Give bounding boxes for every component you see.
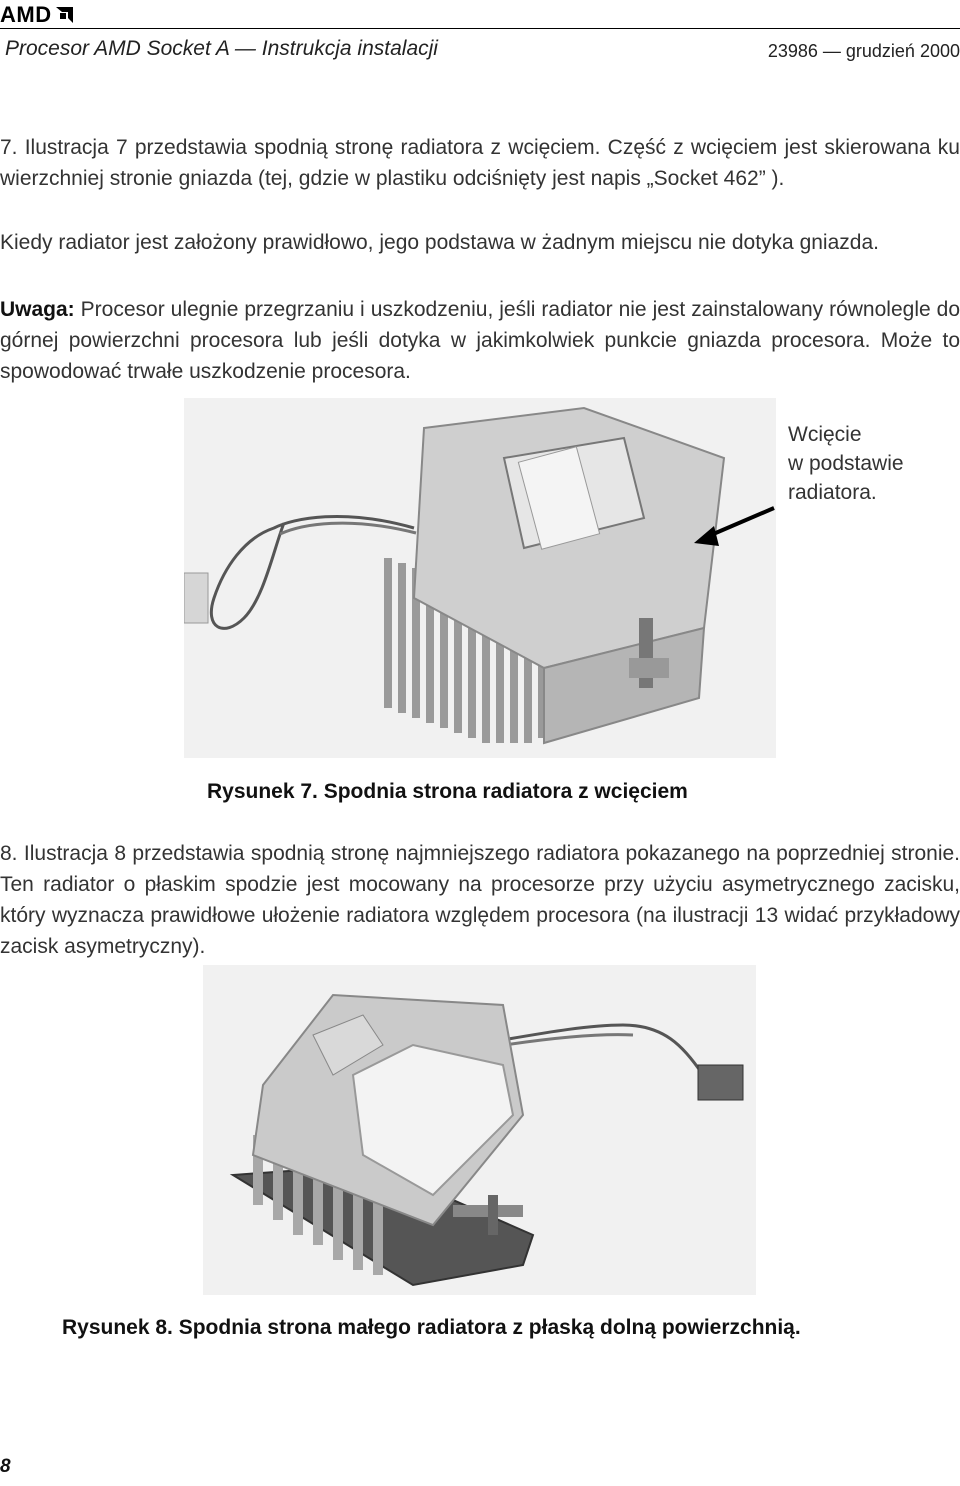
figure-7-photo <box>184 398 776 758</box>
header-rule <box>0 28 960 29</box>
callout-line-3: radiatora. <box>788 481 877 504</box>
figure-7-caption: Rysunek 7. Spodnia strona radiatora z wcięciem <box>207 780 688 803</box>
warning-text: Procesor ulegnie przegrzaniu i uszkodzeniu, jeśli radiator nie jest zainstalowany równolegle do górnej powierzchni procesora lub jeśli dotyka w jakimkolwiek punkcie gniazda procesora. Może to spowodować trwałe uszkodzenie procesora. <box>0 298 960 383</box>
step-7-paragraph: 7. Ilustracja 7 przedstawia spodnią stronę radiatora z wcięciem. Część z wcięciem jest skierowana ku wierzchniej stronie gniazda (tej, gdzie w plastiku odciśnięty jest napis „Socket 462” ). <box>0 136 960 190</box>
logo-text: AMD <box>0 2 52 27</box>
document-title: Procesor AMD Socket A — Instrukcja instalacji <box>5 37 438 60</box>
warning-label: Uwaga: <box>0 298 75 321</box>
small-heatsink-flat-base-illustration <box>203 965 756 1295</box>
amd-logo <box>0 2 74 28</box>
step-8-paragraph: 8. Ilustracja 8 przedstawia spodnią stronę najmniejszego radiatora pokazanego na poprzedniej stronie. Ten radiator o płaskim spodzie jest mocowany na procesorze przy użyciu asymetrycznego zacisku, który wyznacza prawidłowe ułożenie radiatora względem procesora (na ilustracji 13 widać przykładowy zacisk asymetryczny). <box>0 842 960 958</box>
callout-line-2: w podstawie <box>788 452 904 475</box>
warning-paragraph <box>0 294 960 387</box>
page-number: 8 <box>0 1456 11 1477</box>
figure-8-photo <box>203 965 756 1295</box>
document-id: 23986 — grudzień 2000 <box>767 41 960 61</box>
figure-7-callout <box>788 420 904 507</box>
amd-arrow-icon <box>54 6 74 24</box>
heatsink-with-notch-illustration <box>184 398 776 758</box>
callout-line-1: Wcięcie <box>788 423 862 446</box>
step-7-note-paragraph: Kiedy radiator jest założony prawidłowo, jego podstawa w żadnym miejscu nie dotyka gniazda. <box>0 231 879 254</box>
figure-8-caption: Rysunek 8. Spodnia strona małego radiatora z płaską dolną powierzchnią. <box>62 1316 801 1339</box>
